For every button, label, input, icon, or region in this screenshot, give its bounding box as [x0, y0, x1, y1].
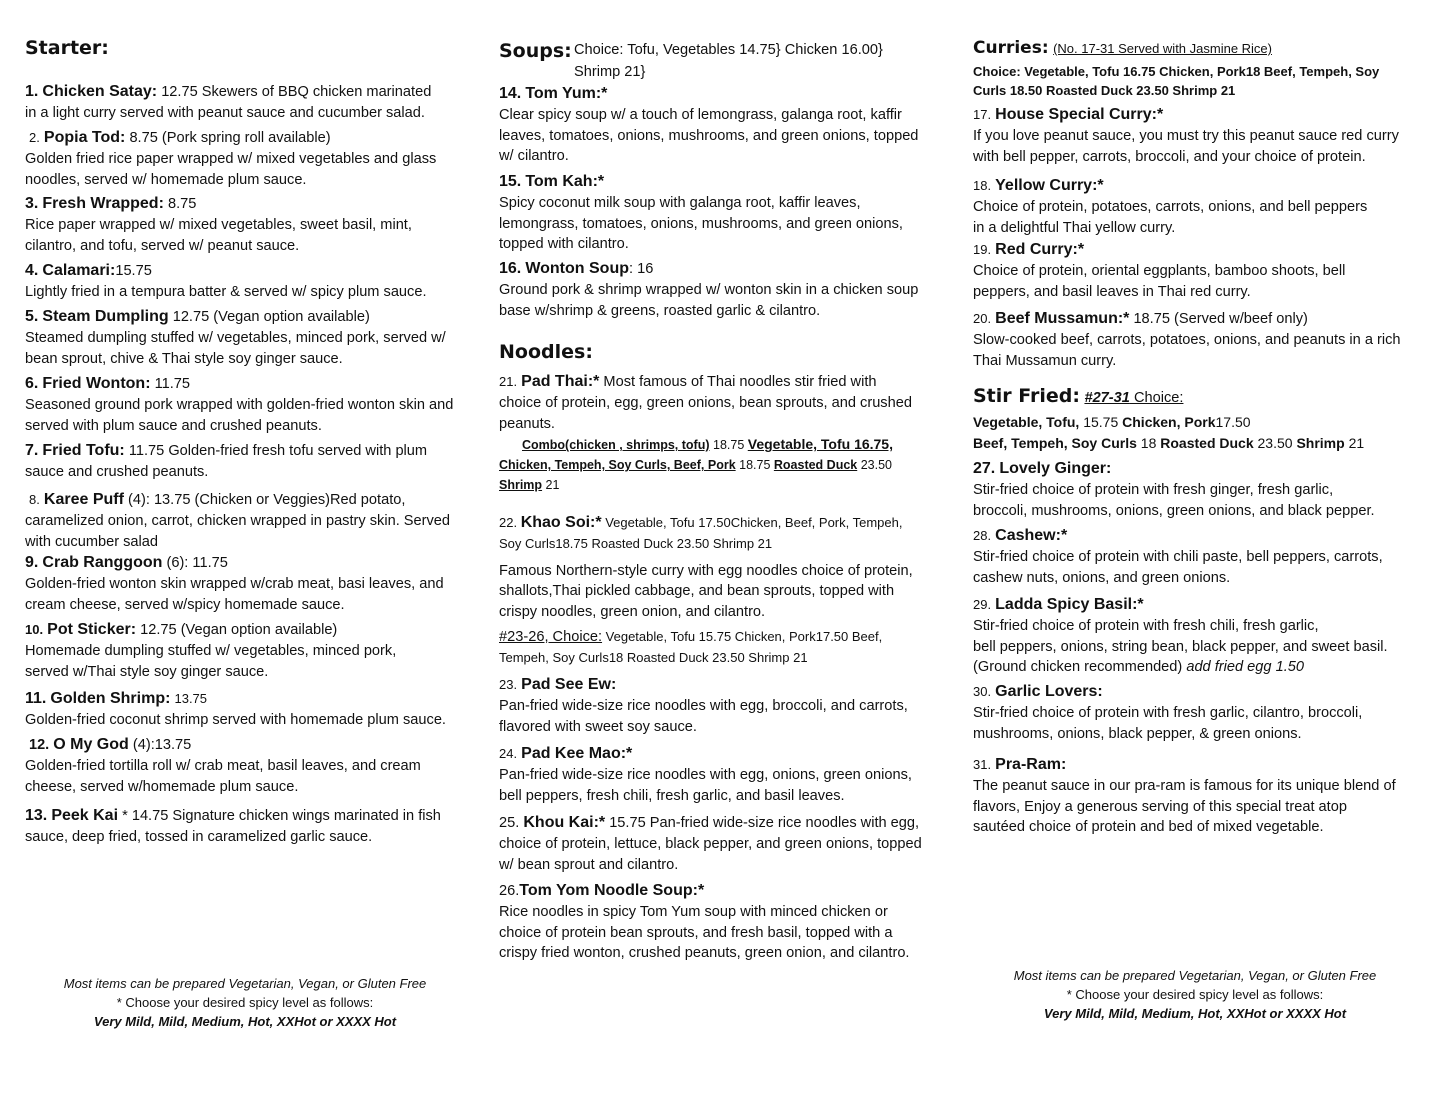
menu-item: 1. Chicken Satay: 12.75 Skewers of BBQ chicken marinated in a light curry served with peanut sauce and cucumber salad. [25, 83, 432, 121]
menu-item: 23. Pad See Ew: Pan-fried wide-size rice noodles with egg, broccoli, and carrots, flavored with sweet soy sauce. [499, 676, 908, 735]
menu-item: 2. Popia Tod: 8.75 (Pork spring roll available) [29, 129, 331, 146]
menu-item: 27. Lovely Ginger: Stir-fried choice of protein with fresh ginger, fresh garlic, broccoli, mushrooms, onions, green onions, and black pepper. [973, 460, 1375, 519]
menu-item: 12. O My God (4):13.75 [29, 736, 192, 753]
menu-item: 20. Beef Mussamun:* 18.75 (Served w/beef only) Slow-cooked beef, carrots, potatoes, onions, and peanuts in a rich Thai Mussamun curry. [973, 310, 1401, 369]
menu-item: 28. Cashew:* Stir-fried choice of protein with chili paste, bell peppers, carrots, cashew nuts, onions, and green onions. [973, 527, 1383, 586]
menu-item: 8. Karee Puff (4): 13.75 (Chicken or Veggies)Red potato, [29, 491, 406, 508]
menu-item: 9. Crab Ranggoon (6): 11.75 Golden-fried wonton skin wrapped w/crab meat, basi leaves, and cream cheese, served w/spicy homemade sauce. [25, 554, 444, 613]
menu-item: 13. Peek Kai * 14.75 Signature chicken wings marinated in fish sauce, deep fried, tossed in caramelized garlic sauce. [25, 807, 441, 845]
menu-item: 5. Steam Dumpling 12.75 (Vegan option available) Steamed dumpling stuffed w/ vegetables, minced pork, served w/ bean sprout, chive & Thai style soy ginger sauce. [25, 308, 446, 367]
starter-heading: Starter: [25, 37, 109, 59]
menu-item: 31. Pra-Ram: The peanut sauce in our pra-ram is famous for its unique blend of flavors, Enjoy a generous serving of this special treat atop sautéed choice of protein and bed of mixed vegetable. [973, 756, 1396, 836]
menu-item: 3. Fresh Wrapped: 8.75 Rice paper wrapped w/ mixed vegetables, sweet basil, mint, cilantro, and tofu, served w/ peanut sauce. [25, 195, 412, 254]
menu-item: 16. Wonton Soup: 16 Ground pork & shrimp wrapped w/ wonton skin in a chicken soup base w/shrimp & greens, roasted garlic & cilantro. [499, 260, 919, 319]
menu-item: 4. Calamari:15.75 Lightly fried in a tempura batter & served w/ spicy plum sauce. [25, 262, 427, 300]
menu-item-desc: Golden-fried tortilla roll w/ crab meat, basil leaves, and cream cheese, served w/homemade plum sauce. [25, 758, 421, 795]
menu-item: 7. Fried Tofu: 11.75 Golden-fried fresh tofu served with plum sauce and crushed peanuts. [25, 442, 428, 480]
menu-item: 15. Tom Kah:* Spicy coconut milk soup with galanga root, kaffir leaves, lemongrass, tomatoes, onions, mushrooms, and green onions, topped with cilantro. [499, 173, 903, 253]
noodles-heading: Noodles: [499, 341, 593, 363]
menu-item: 17. House Special Curry:* If you love peanut sauce, you must try this peanut sauce red curry with bell pepper, carrots, broccoli, and your choice of protein. [973, 106, 1399, 165]
menu-item: 14. Tom Yum:* Clear spicy soup w/ a touch of lemongrass, galanga root, kaffir leaves, tomatoes, onions, mushrooms, and green onions, topped w/ cilantro. [499, 85, 919, 165]
menu-item-khao-soi: 22. Khao Soi:* Vegetable, Tofu 17.50Chicken, Beef, Pork, Tempeh, Soy Curls18.75 Roasted Duck 23.50 Shrimp 21 Famous Northern-style curry with egg noodles choice of protein, shallots,Thai pickled cabbage, and bean sprouts, topped with crispy noodles, green onion, and cilantro. [499, 514, 913, 621]
dietary-note: Most items can be prepared Vegetarian, Vegan, or Gluten Free * Choose your desired spicy level as follows: Very Mild, Mild, Medium, Hot, XXHot or XXXX Hot [63, 976, 427, 1029]
menu-item: 24. Pad Kee Mao:* Pan-fried wide-size rice noodles with egg, onions, green onions, bell peppers, fresh chili, fresh garlic, and basil leaves. [499, 745, 912, 804]
dietary-note: Most items can be prepared Vegetarian, Vegan, or Gluten Free * Choose your desired spicy level as follows: Very Mild, Mild, Medium, Hot, XXHot or XXXX Hot [1013, 968, 1377, 1021]
menu-item-desc: caramelized onion, carrot, chicken wrapped in pastry skin. Served with cucumber salad [25, 513, 451, 550]
menu-item: 19. Red Curry:* Choice of protein, oriental eggplants, bamboo shoots, bell peppers, and basil leaves in Thai red curry. [973, 241, 1346, 300]
menu-item: 6. Fried Wonton: 11.75 Seasoned ground pork wrapped with golden-fried wonton skin and served with plum sauce and crushed peanuts. [25, 375, 454, 434]
curry-choice: Choice: Vegetable, Tofu 16.75 Chicken, Pork18 Beef, Tempeh, Soy Curls 18.50 Roasted Duck 23.50 Shrimp 21 [973, 64, 1380, 98]
stir-fried-heading: Stir Fried: #27-31 Choice: [973, 385, 1184, 407]
menu-item-pad-thai: 21. Pad Thai:* Most famous of Thai noodles stir fried with choice of protein, egg, green onions, bean sprouts, and crushed peanuts. Combo(chicken , shrimps, tofu) 18.75 Vegetable, Tofu 16.75, Chicken, Tempeh, Soy Curls, Beef, Pork 18.75 Roasted Duck 23.50 Shrimp 21 [499, 373, 912, 493]
menu-item: 30. Garlic Lovers: Stir-fried choice of protein with fresh garlic, cilantro, broccoli, mushrooms, onions, black pepper, & green onions. [973, 683, 1363, 742]
menu-item-desc: Golden fried rice paper wrapped w/ mixed vegetables and glass noodles, served w/ homemade plum sauce. [25, 151, 437, 188]
menu-item: 18. Yellow Curry:* Choice of protein, potatoes, carrots, onions, and bell peppers in a delightful Thai yellow curry. [973, 177, 1368, 236]
noodle-choice: #23-26, Choice: Vegetable, Tofu 15.75 Chicken, Pork17.50 Beef, Tempeh, Soy Curls18 Roasted Duck 23.50 Shrimp 21 [499, 629, 883, 665]
menu-item: 29. Ladda Spicy Basil:* Stir-fried choice of protein with fresh chili, fresh garlic, bell peppers, onions, string bean, black pepper, and sweet basil. (Ground chicken recommended) add fried egg 1.50 [973, 596, 1388, 676]
stir-fried-choice: Vegetable, Tofu, 15.75 Chicken, Pork17.50 Beef, Tempeh, Soy Curls 18 Roasted Duck 23.50 Shrimp 21 [973, 414, 1365, 451]
curries-heading: Curries: (No. 17-31 Served with Jasmine Rice) [973, 38, 1272, 58]
menu-item: 26.Tom Yom Noodle Soup:* Rice noodles in spicy Tom Yum soup with minced chicken or choice of protein bean sprouts, and fresh basil, topped with a crispy fried wonton, crushed peanuts, green onion, and cilantro. [499, 882, 910, 962]
menu-item: 11. Golden Shrimp: 13.75 Golden-fried coconut shrimp served with homemade plum sauce. [25, 690, 446, 728]
soups-heading: Soups: Choice: Tofu, Vegetables 14.75} Chicken 16.00} Shrimp 21} [499, 40, 883, 80]
menu-item: 10. Pot Sticker: 12.75 (Vegan option available) Homemade dumpling stuffed w/ vegetables, minced pork, served w/Thai style soy ginger sauce. [25, 621, 397, 680]
menu-item: 25. Khou Kai:* 15.75 Pan-fried wide-size rice noodles with egg, choice of protein, lettuce, black pepper, and green onions, topped w/ bean sprout and cilantro. [499, 814, 922, 873]
